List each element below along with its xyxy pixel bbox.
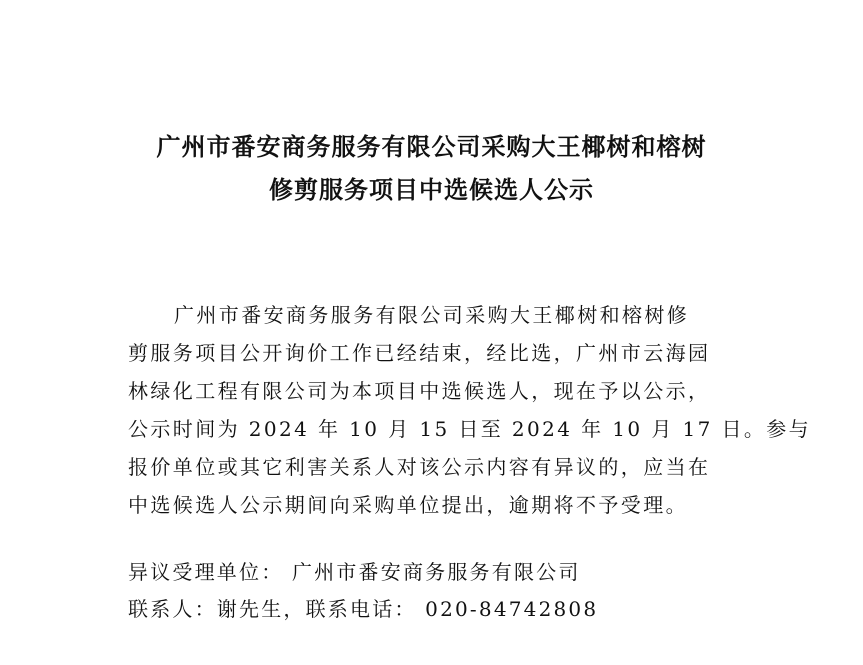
paragraph-line: 剪服务项目公开询价工作已经结束，经比选，广州市云海园 <box>128 341 711 365</box>
paragraph-line: 广州市番安商务服务有限公司采购大王椰树和榕树修 <box>174 303 690 327</box>
document-title-line-1: 广州市番安商务服务有限公司采购大王椰树和榕树 <box>156 132 707 161</box>
document-title-line-2: 修剪服务项目中选候选人公示 <box>269 175 594 204</box>
paragraph-line: 中选候选人公示期间向采购单位提出，逾期将不予受理。 <box>128 493 688 517</box>
contact-info: 联系人：谢先生，联系电话： 020-84742808 <box>128 597 599 621</box>
paragraph-line: 报价单位或其它利害关系人对该公示内容有异议的，应当在 <box>128 455 711 479</box>
announcement-paragraph <box>128 296 812 524</box>
paragraph-line: 林绿化工程有限公司为本项目中选候选人，现在予以公示， <box>128 379 711 403</box>
paragraph-line: 公示时间为 2024 年 10 月 15 日至 2024 年 10 月 17 日。参与 <box>128 417 812 441</box>
objection-unit: 异议受理单位： 广州市番安商务服务有限公司 <box>128 560 581 584</box>
